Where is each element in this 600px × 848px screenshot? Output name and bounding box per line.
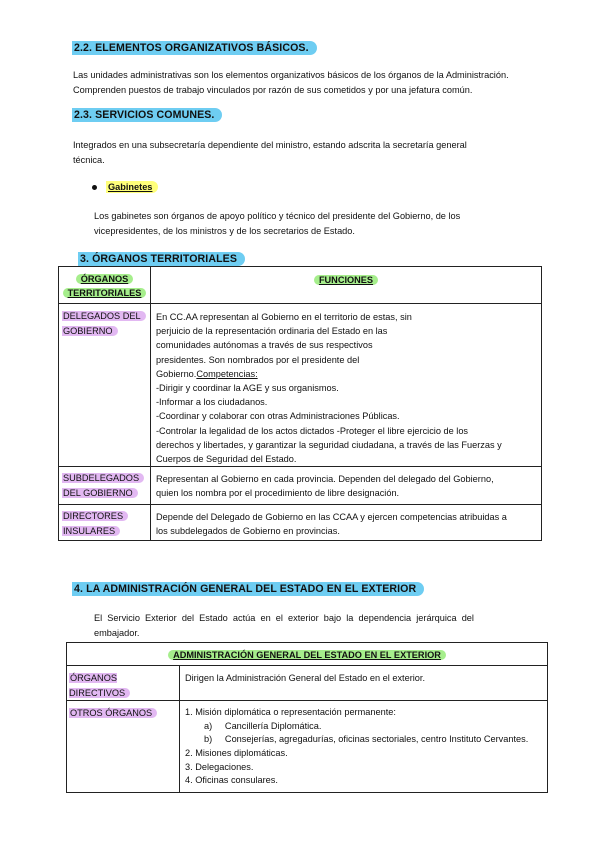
function-line: los subdelegados de Gobierno en provincias. bbox=[156, 526, 340, 537]
function-cell bbox=[180, 666, 548, 701]
table-row bbox=[59, 467, 542, 505]
organ-label: DIRECTORES bbox=[62, 511, 128, 521]
paragraph-line: El Servicio Exterior del Estado actúa en el exterior bajo la dependencia jerárquica del bbox=[94, 613, 474, 623]
table-title-row bbox=[67, 643, 548, 666]
function-cell bbox=[151, 505, 542, 541]
section-2-3-heading bbox=[72, 108, 222, 123]
gabinetes-body bbox=[94, 209, 574, 238]
competencia-item: -Controlar la legalidad de los actos dictados -Proteger el libre ejercicio de los bbox=[156, 425, 469, 436]
organ-label: OTROS ÓRGANOS bbox=[69, 708, 157, 718]
section-2-3-body bbox=[73, 138, 573, 167]
bullet-label: Gabinetes bbox=[106, 181, 158, 193]
organ-cell bbox=[59, 505, 151, 541]
section-2-3-title: 2.3. SERVICIOS COMUNES. bbox=[72, 108, 222, 122]
function-line: Depende del Delegado de Gobierno en las CCAA y ejercen competencias atribuidas a bbox=[156, 512, 507, 523]
table-title: ADMINISTRACIÓN GENERAL DEL ESTADO EN EL EXTERIOR bbox=[168, 650, 446, 660]
competencia-item: derechos y libertades, y garantizar la seguridad ciudadana, a través de las Fuerzas y bbox=[156, 439, 502, 450]
function-line: Dirigen la Administración General del Estado en el exterior. bbox=[185, 673, 426, 683]
competencia-item: -Coordinar y colaborar con otras Administraciones Públicas. bbox=[156, 411, 400, 422]
function-line: Representan al Gobierno en cada provincia. Dependen del delegado del Gobierno, bbox=[156, 474, 494, 485]
organ-cell bbox=[67, 666, 180, 701]
competencia-item: -Informar a los ciudadanos. bbox=[156, 397, 268, 408]
function-line bbox=[156, 367, 541, 381]
table-header-row bbox=[59, 267, 542, 304]
section-3-title: 3. ÓRGANOS TERRITORIALES bbox=[78, 252, 245, 266]
header-functions bbox=[151, 267, 542, 304]
section-4-title: 4. LA ADMINISTRACIÓN GENERAL DEL ESTADO EN EL EXTERIOR bbox=[72, 582, 424, 596]
organ-label: DELEGADOS DEL bbox=[62, 311, 146, 321]
organ-cell bbox=[67, 701, 180, 793]
section-3-heading bbox=[78, 252, 245, 267]
table-row bbox=[59, 505, 542, 541]
organ-cell bbox=[59, 467, 151, 505]
header-organs bbox=[59, 267, 151, 304]
organ-label: ÓRGANOS DIRECTIVOS bbox=[69, 673, 130, 698]
paragraph-line: Los gabinetes son órganos de apoyo político y técnico del presidente del Gobierno, de los bbox=[94, 211, 461, 221]
competencia-item: -Dirigir y coordinar la AGE y sus organismos. bbox=[156, 383, 339, 394]
paragraph-line: embajador. bbox=[94, 627, 140, 638]
organ-label: INSULARES bbox=[62, 526, 120, 536]
list-item: b) Consejerías, agregadurías, oficinas sectoriales, centro Instituto Cervantes. bbox=[204, 734, 529, 745]
function-line: presidentes. Son nombrados por el presidente del bbox=[156, 354, 360, 365]
table-row bbox=[67, 701, 548, 793]
function-cell bbox=[180, 701, 548, 793]
function-cell bbox=[151, 304, 542, 467]
list-item: a) Cancillería Diplomática. bbox=[204, 720, 322, 731]
table-title-cell bbox=[67, 643, 548, 666]
organ-label: DEL GOBIERNO bbox=[62, 488, 138, 498]
list-item: 1. Misión diplomática o representación permanente: bbox=[185, 707, 396, 718]
bullet-gabinetes bbox=[92, 180, 158, 195]
header-organs-line2: TERRITORIALES bbox=[63, 288, 147, 298]
exterior-administration-table bbox=[66, 642, 548, 793]
bullet-dot-icon bbox=[92, 185, 97, 190]
paragraph-line: Comprenden puestos de trabajo vinculados por razón de sus cometidos y por una jefatura común. bbox=[73, 84, 473, 95]
table-row bbox=[67, 666, 548, 701]
competencias-label: Competencias: bbox=[196, 368, 258, 379]
header-organs-line1: ÓRGANOS bbox=[76, 274, 133, 284]
function-line: quien los nombra por el procedimiento de libre designación. bbox=[156, 488, 400, 499]
paragraph-line: Integrados en una subsecretaría dependiente del ministro, estando adscrita la secretaría general bbox=[73, 140, 467, 150]
function-line: En CC.AA representan al Gobierno en el territorio de estas, sin bbox=[156, 312, 412, 322]
table-row bbox=[59, 304, 542, 467]
paragraph-line: técnica. bbox=[73, 154, 105, 165]
function-line: comunidades autónomas a través de sus respectivos bbox=[156, 340, 373, 351]
section-2-2-heading bbox=[72, 41, 317, 56]
section-2-2-body bbox=[73, 68, 573, 97]
section-2-2-title: 2.2. ELEMENTOS ORGANIZATIVOS BÁSICOS. bbox=[72, 41, 317, 55]
territorial-organs-table bbox=[58, 266, 542, 541]
competencia-item: Cuerpos de Seguridad del Estado. bbox=[156, 454, 297, 465]
function-cell bbox=[151, 467, 542, 505]
section-4-heading bbox=[72, 582, 424, 597]
organ-cell bbox=[59, 304, 151, 467]
paragraph-line: vicepresidentes, de los ministros y de los secretarios de Estado. bbox=[94, 225, 355, 236]
list-item: 4. Oficinas consulares. bbox=[185, 775, 278, 786]
function-lead: Gobierno. bbox=[156, 368, 197, 379]
function-line: perjuicio de la representación ordinaria del Estado en las bbox=[156, 326, 388, 337]
header-functions-label: FUNCIONES bbox=[314, 275, 378, 285]
list-item: 3. Delegaciones. bbox=[185, 761, 254, 772]
list-item: 2. Misiones diplomáticas. bbox=[185, 747, 288, 758]
organ-label: SUBDELEGADOS bbox=[62, 473, 144, 483]
paragraph-line: Las unidades administrativas son los elementos organizativos básicos de los órganos de la Administración. bbox=[73, 70, 509, 80]
section-4-body bbox=[94, 611, 524, 640]
organ-label: GOBIERNO bbox=[62, 326, 118, 336]
